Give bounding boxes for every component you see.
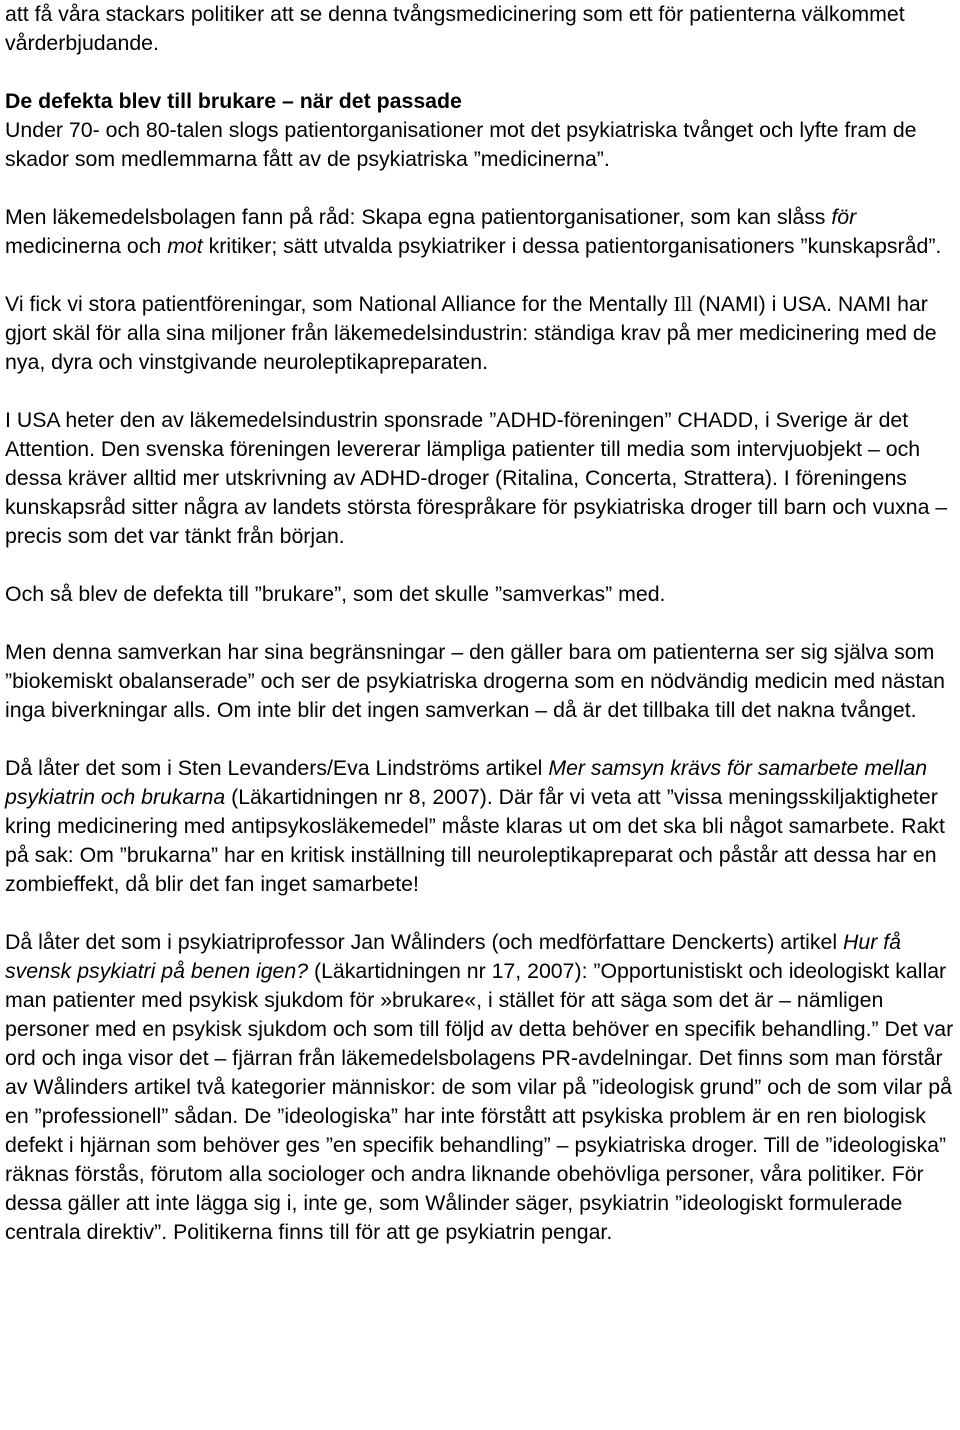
paragraph-brukare: Och så blev de defekta till ”brukare”, som det skulle ”samverkas” med. [5,582,666,606]
emphasis-for: för [831,205,857,229]
section-heading: De defekta blev till brukare – när det passade [5,89,462,113]
text-span: (NAMI) i USA. NAMI har gjort skäl för alla sina miljoner från läkemedelsindustrin: ständiga krav på mer medicinering med de nya, dyra och vinstgivande neuroleptikapreparaten. [5,292,937,374]
text-span: (Läkartidningen nr 8, 2007). Där får vi veta att ”vissa meningsskiljaktigheter kring medicinering med antipsykosläkemedel” måste klaras ut om det ska bli något samarbete. Rakt på sak: Om ”brukarna” har en kritisk inställning till neuroleptikapreparat och påstår att dessa har en zombieffekt, då blir det fan inget samarbete! [5,785,945,896]
paragraph-walinder-article [5,928,958,1247]
paragraph-patient-organisations: Under 70- och 80-talen slogs patientorganisationer mot det psykiatriska tvånget och lyfte fram de skador som medlemmarna fått av de psykiatriska ”medicinerna”. [5,118,917,171]
paragraph-chadd-attention: I USA heter den av läkemedelsindustrin sponsrade ”ADHD-föreningen” CHADD, i Sverige är det Attention. Den svenska föreningen levererar lämpliga patienter till media som intervjuobjekt – och dessa kräver alltid mer utskrivning av ADHD-droger (Ritalina, Concerta, Strattera). I föreningens kunskapsråd sitter några av landets största förespråkare för psykiatriska droger till barn och vuxna – precis som det var tänkt från början. [5,408,948,548]
paragraph-samverkan-limits: Men denna samverkan har sina begränsningar – den gäller bara om patienterna ser sig själva som ”biokemiskt obalanserade” och ser de psykiatriska drogerna som en nödvändig medicin med nästan inga biverkningar alls. Om inte blir det ingen samverkan – då är det tillbaka till det nakna tvånget. [5,640,945,722]
text-span: Men läkemedelsbolagen fann på råd: Skapa egna patientorganisationer, som kan slåss [5,205,832,229]
text-span: Då låter det som i Sten Levanders/Eva Lindströms artikel [5,756,549,780]
text-span: kritiker; sätt utvalda psykiatriker i dessa patientorganisationers ”kunskapsråd”. [202,234,942,258]
text-span: Då låter det som i psykiatriprofessor Jan Wålinders (och medförfattare Denckerts) artikel [5,930,843,954]
article-title: Hur få svensk psykiatri på benen igen? [5,930,901,983]
text-span: medicinerna och [5,234,168,258]
paragraph-pharma-advice [5,203,958,261]
paragraph-nami [5,290,958,377]
text-span: (Läkartidningen nr 17, 2007): ”Opportunistiskt och ideologiskt kallar man patienter med psykisk sjukdom för »brukare«, i stället för att säga som det är – nämligen personer med en psykisk sjukdom och som till följd av detta behöver en specifik behandling.” Det var ord och inga visor det – fjärran från läkemedelsbolagens PR-avdelningar. Det finns som man förstår av Wålinders artikel två kategorier människor: de som vilar på ”ideologisk grund” och de som vilar på en ”professionell” sådan. De ”ideologiska” har inte förstått att psykiska problem är en ren biologisk defekt i hjärnan som behöver ges ”en specifik behandling” – psykiatriska droger. Till de ”ideologiska” räknas förstås, förutom alla sociologer och andra liknande obehövliga personer, våra politiker. För dessa gäller att inte lägga sig i, inte ge, som Wålinder säger, psykiatrin ”ideologiskt formulerade centrala direktiv”. Politikerna finns till för att ge psykiatrin pengar. [5,959,954,1244]
document-page [5,0,958,1247]
paragraph-levander-article [5,754,958,899]
paragraph-intro-continuation: att få våra stackars politiker att se denna tvångsmedicinering som ett för patienterna välkommet vårderbjudande. [5,2,905,55]
emphasis-mot: mot [167,234,203,258]
text-ill: Ill [673,292,693,316]
text-span: Vi fick vi stora patientföreningar, som National Alliance for the Mentally [5,292,674,316]
article-title: Mer samsyn krävs för samarbete mellan psykiatrin och brukarna [5,756,928,809]
